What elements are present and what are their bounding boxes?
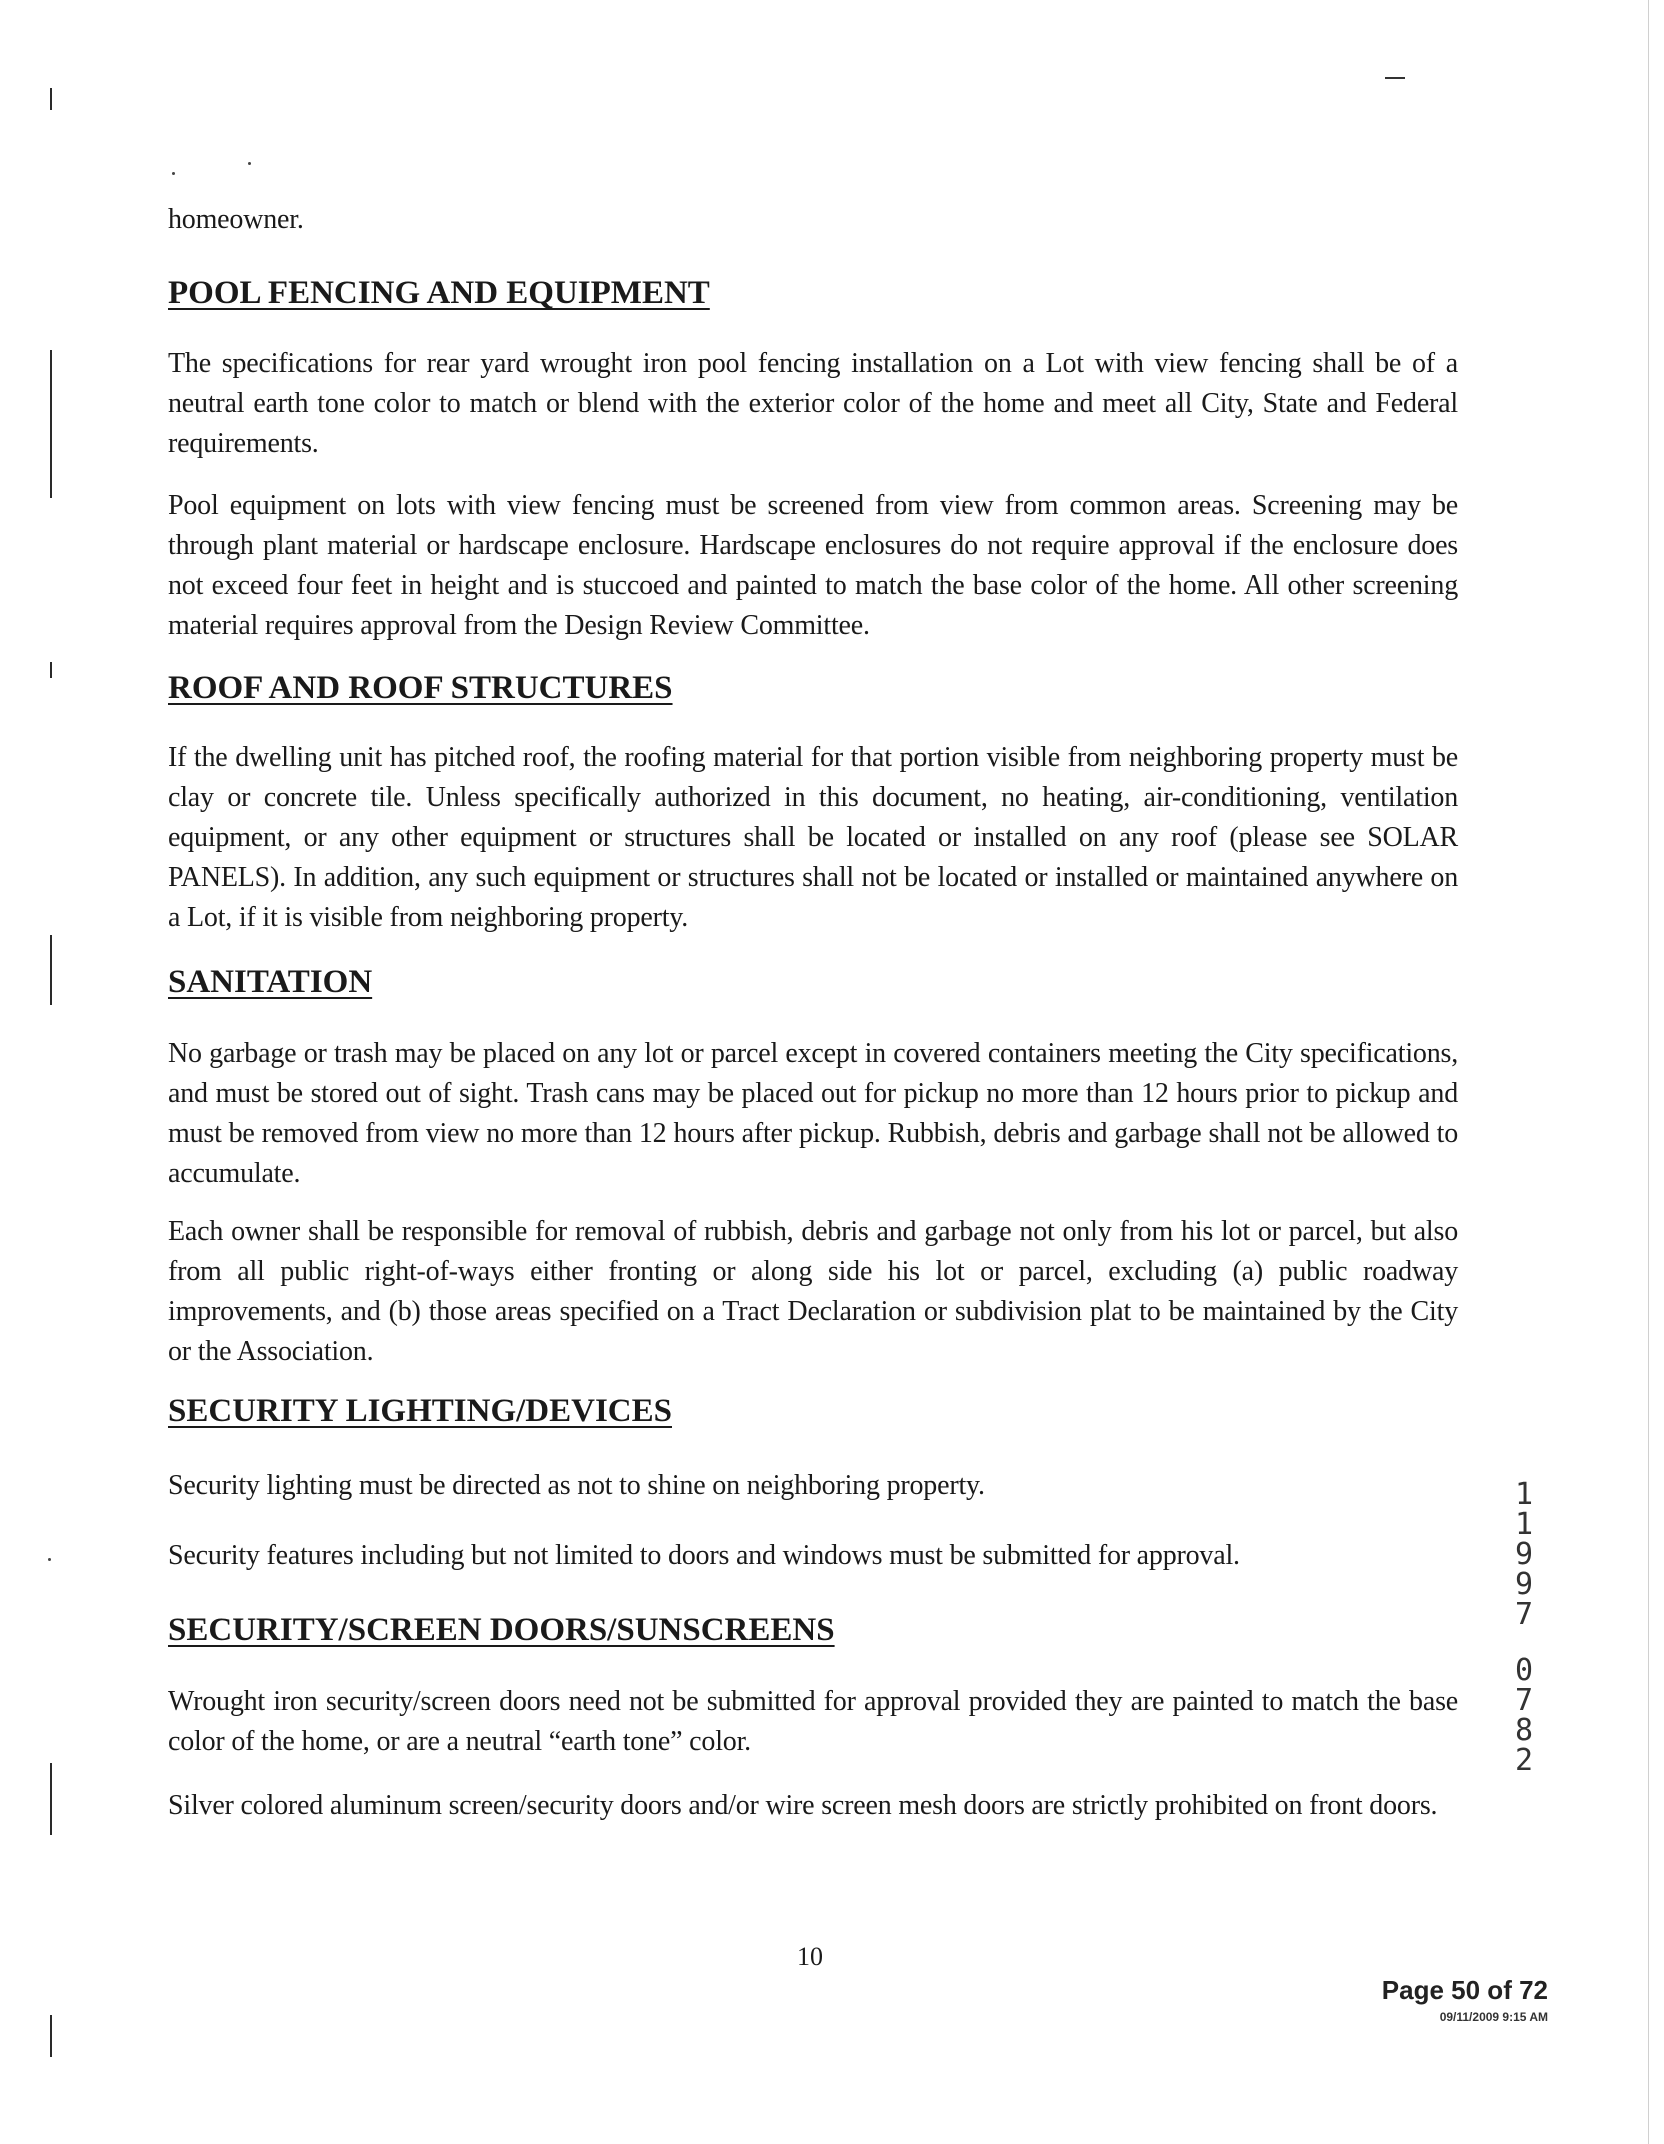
- pool-paragraph-1: The specifications for rear yard wrought iron pool fencing installation on a Lot with view fencing shall be of a neutral earth tone color to match or blend with the exterior color of the home and meet all City, State and Federal requirements.: [168, 348, 1458, 459]
- security-paragraph-2: Security features including but not limited to doors and windows must be submitted for approval.: [168, 1540, 1240, 1571]
- stamp-digit: 9: [1514, 1537, 1534, 1572]
- screens-paragraph-1: Wrought iron security/screen doors need not be submitted for approval provided they are painted to match the base color of the home, or are a neutral “earth tone” color.: [168, 1686, 1458, 1757]
- margin-mark: [50, 88, 52, 110]
- margin-mark: [50, 1763, 52, 1835]
- scan-dot: [172, 172, 175, 175]
- stamp-digit: 1: [1514, 1507, 1534, 1542]
- section-heading-pool: POOL FENCING AND EQUIPMENT: [168, 275, 710, 311]
- footer-page-count: Page 50 of 72: [1381, 1975, 1548, 2005]
- continuation-text: homeowner.: [168, 204, 304, 235]
- margin-mark: [50, 662, 52, 678]
- margin-mark: [50, 2015, 52, 2057]
- page-number: 10: [797, 1942, 823, 1971]
- stamp-digit: 0: [1514, 1653, 1534, 1688]
- section-heading-screens: SECURITY/SCREEN DOORS/SUNSCREENS: [168, 1612, 835, 1648]
- stamp-digit: 7: [1514, 1597, 1534, 1632]
- stamp-digit: 2: [1514, 1743, 1534, 1778]
- sanitation-paragraph-1: No garbage or trash may be placed on any lot or parcel except in covered containers meeting the City specifications, and must be stored out of sight. Trash cans may be placed out for pickup no more than 12 hours prior to pickup and must be removed from view no more than 12 hours after pickup. Rubbish, debris and garbage shall not be allowed to accumulate.: [168, 1038, 1458, 1189]
- section-heading-roof: ROOF AND ROOF STRUCTURES: [168, 670, 673, 706]
- stamp-digit: 7: [1514, 1683, 1534, 1718]
- security-paragraph-1: Security lighting must be directed as not to shine on neighboring property.: [168, 1470, 985, 1501]
- stamp-digit: 9: [1514, 1567, 1534, 1602]
- pool-paragraph-2: Pool equipment on lots with view fencing must be screened from view from common areas. Screening may be through plant material or hardscape enclosure. Hardscape enclosures do not require approval if the enclosure does not exceed four feet in height and is stuccoed and painted to match the base color of the home. All other screening material requires approval from the Design Review Committee.: [168, 490, 1458, 641]
- scan-dot: [48, 1558, 51, 1561]
- section-heading-sanitation: SANITATION: [168, 964, 373, 1000]
- margin-mark: [50, 935, 52, 1005]
- recording-number-stamp: [1504, 1477, 1544, 1778]
- sanitation-paragraph-2: Each owner shall be responsible for removal of rubbish, debris and garbage not only from his lot or parcel, but also from all public right-of-ways either fronting or along side his lot or parcel, excluding (a) public roadway improvements, and (b) those areas specified on a Tract Declaration or subdivision plat to be maintained by the City or the Association.: [168, 1216, 1458, 1367]
- screens-paragraph-2: Silver colored aluminum screen/security doors and/or wire screen mesh doors are strictly prohibited on front doors.: [168, 1790, 1438, 1821]
- stamp-digit: 1: [1514, 1477, 1534, 1512]
- footer-timestamp: 09/11/2009 9:15 AM: [1439, 2010, 1548, 2024]
- section-heading-security: SECURITY LIGHTING/DEVICES: [168, 1393, 672, 1429]
- roof-paragraph-1: If the dwelling unit has pitched roof, the roofing material for that portion visible from neighboring property must be clay or concrete tile. Unless specifically authorized in this document, no heating, air-conditioning, ventilation equipment, or any other equipment or structures shall be located or installed on any roof (please see SOLAR PANELS). In addition, any such equipment or structures shall not be located or installed or maintained anywhere on a Lot, if it is visible from neighboring property.: [168, 742, 1458, 933]
- scan-dot: [248, 162, 251, 165]
- scan-dash: [1385, 77, 1405, 79]
- margin-mark: [50, 350, 52, 498]
- page-edge: [1648, 0, 1649, 2144]
- stamp-digit: 8: [1514, 1713, 1534, 1748]
